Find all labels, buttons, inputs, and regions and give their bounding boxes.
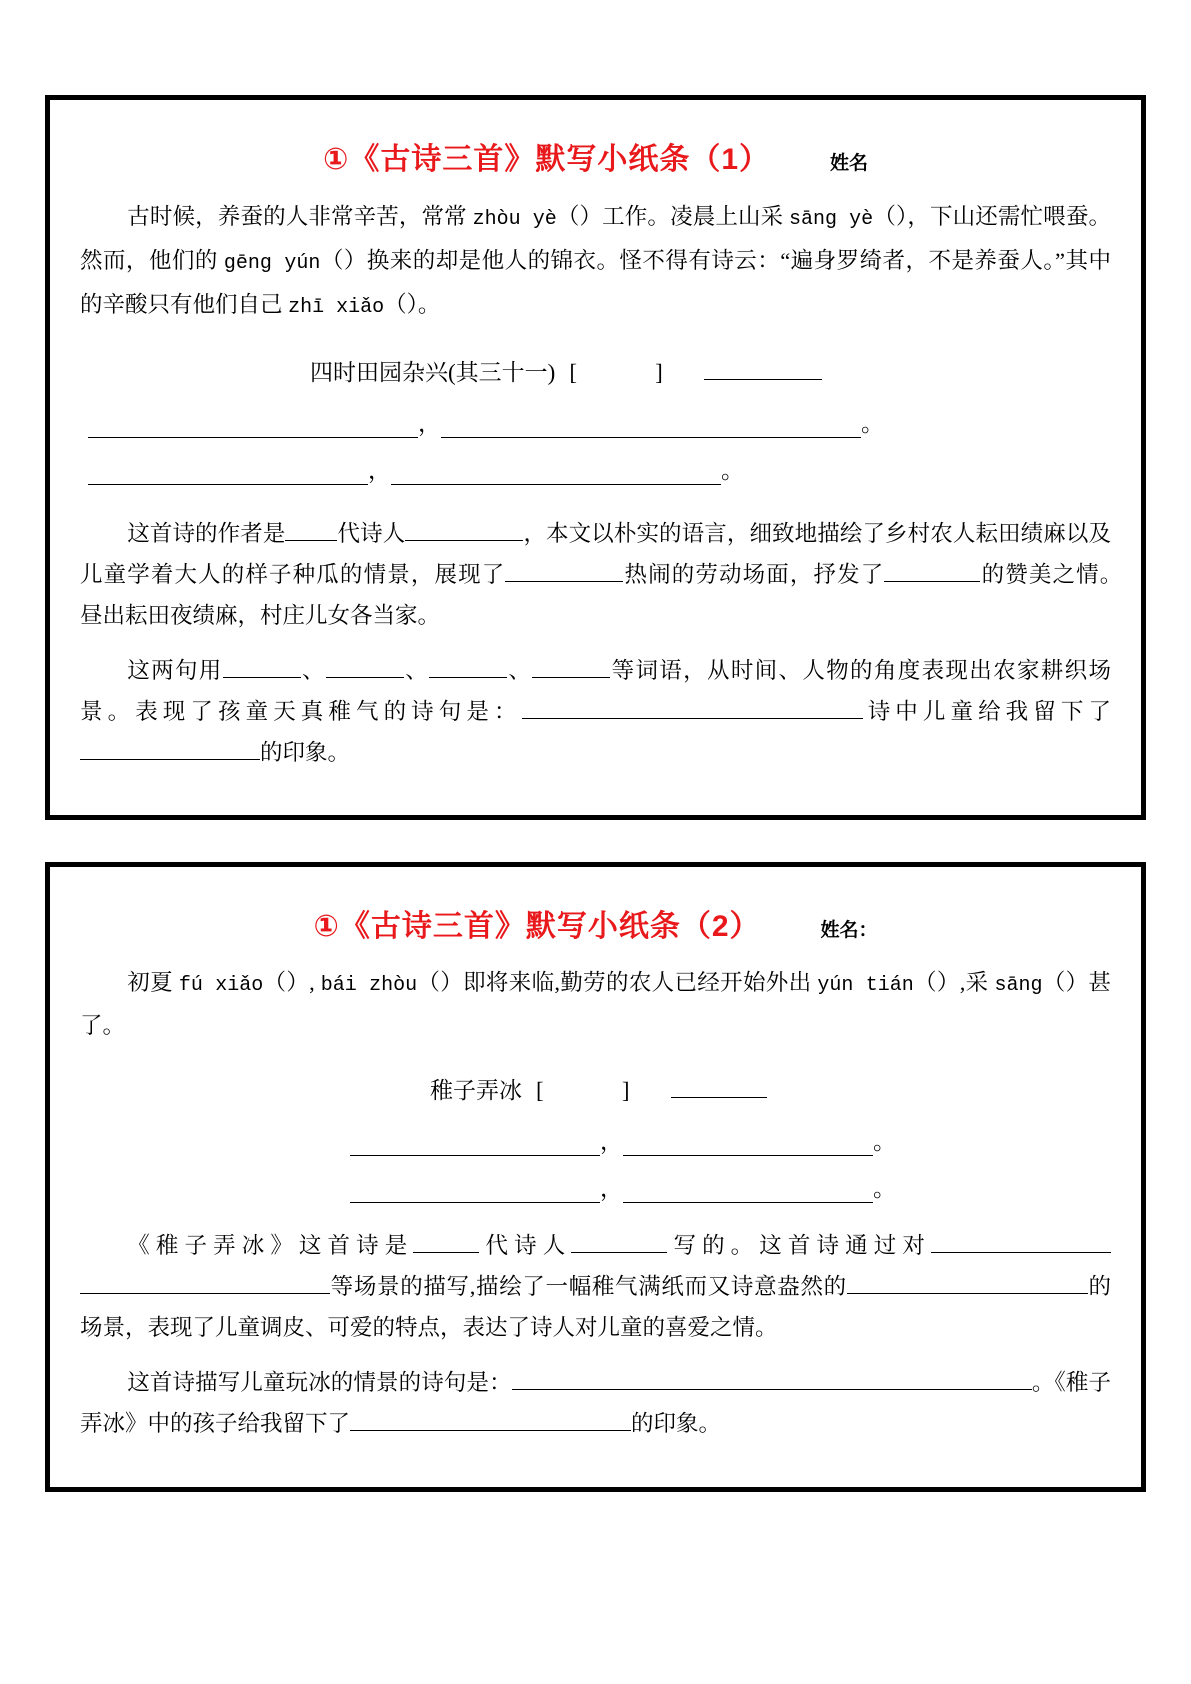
fill-blank[interactable] [429, 653, 507, 678]
poem-write-blank[interactable] [350, 1176, 600, 1203]
card-2-header [80, 901, 1111, 945]
intro-text-3: ），下山还需忙喂蚕。然而，他们的 [80, 204, 1111, 273]
fill-blank[interactable] [571, 1228, 667, 1253]
q2-text-b: 、 [300, 658, 326, 683]
pinyin-sang: sāng [994, 974, 1043, 997]
q1-text-c: ，本文以朴实的语言，细致地描绘了乡村农人耘田绩麻以及儿童学着大人的样子种瓜的情景，展现了 [80, 521, 1111, 587]
worksheet-card-1 [45, 95, 1146, 820]
q1-text-a: 这首诗的作者是 [127, 521, 286, 546]
poem-write-blank[interactable] [623, 1129, 873, 1156]
intro-text-4: ）,采 [936, 970, 995, 995]
q1-text-e: 的赞美之情。 昼出耘田夜绩麻，村庄儿女各当家。 [80, 562, 1134, 628]
fill-blank[interactable] [512, 1365, 817, 1390]
fill-blank[interactable] [522, 694, 827, 719]
pinyin-fu-xiao: fú xiǎo [178, 974, 264, 997]
q2-text-c: 、 [403, 658, 430, 683]
fill-blank[interactable] [326, 653, 404, 678]
card-1-name-label: 姓名 [830, 153, 869, 174]
q1-text-e: 的场景，表现了儿童调皮、可爱的特点，表达了诗人对儿童的喜爱之情。 [80, 1274, 1111, 1340]
fill-blank[interactable] [931, 1228, 1111, 1253]
card-2-name-label: 姓名： [820, 920, 878, 941]
q2-text-e: 等词语，从时间、人物的角度表现出农家耕织场景。表现了孩童天真稚气的诗句是： [80, 658, 1111, 724]
fill-blank[interactable] [285, 516, 337, 541]
q2-text-f: 诗中儿童给我留下了 [862, 699, 1111, 724]
intro-text-5: ）。 [406, 292, 441, 317]
worksheet-card-2 [45, 862, 1146, 1492]
card-2-title: ①《古诗三首》默写小纸条（2） [313, 910, 761, 943]
poem-title: 四时田园杂兴(其三十一) [310, 360, 556, 385]
intro-text-1: 初夏 [127, 970, 179, 995]
card-1-title: ①《古诗三首》默写小纸条（1） [322, 143, 771, 176]
poem-author-blank[interactable] [671, 1073, 767, 1098]
fill-blank[interactable] [223, 653, 301, 678]
poem-bracket[interactable]: [ ] [569, 360, 691, 385]
fill-blank[interactable] [505, 557, 623, 582]
card-2-question-2 [80, 1362, 1111, 1444]
fill-blank[interactable] [827, 694, 863, 719]
card-1-question-1 [80, 513, 1134, 636]
card-1-intro-paragraph: 古时候，养蚕的人非常辛苦，常常 zhòu yè（）工作。凌晨上山采 sāng yè（），下山还需忙喂蚕。然而，他们的 gēng yún（）换来的却是他人的锦衣。怪不得有诗云：“遍身罗绮者，不是养蚕人。”其中的辛酸只有他们自己 zhī xiǎo（）。 [80, 204, 1111, 319]
card-2-intro-paragraph: 初夏 fú xiǎo（）, bái zhòu（）即将来临,勤劳的农人已经开始外出 yún tián（）,采 sāng（）甚了。 [80, 970, 1111, 1038]
card-2-poem-line-1: ， 。 [80, 1123, 1111, 1156]
pinyin-zhi-xiao: zhī xiǎo [288, 296, 385, 319]
pinyin-geng-yun: gēng yún [223, 252, 321, 275]
fill-blank[interactable] [847, 1269, 992, 1294]
poem-write-blank[interactable] [88, 458, 368, 485]
intro-text-3: ）即将来临,勤劳的农人已经开始外出 [440, 970, 818, 995]
fill-blank[interactable] [405, 516, 523, 541]
poem-title: 稚子弄冰 [430, 1078, 522, 1103]
intro-text-1: 古时候，养蚕的人非常辛苦，常常 [127, 204, 473, 229]
poem-author-blank[interactable] [704, 355, 822, 380]
fill-blank[interactable] [413, 1228, 479, 1253]
intro-text-4: ）换来的却是他人的锦衣。怪不得有诗云：“遍身罗绮者，不是养蚕人。”其中的辛酸只有他们自己 [80, 248, 1111, 317]
card-1-question-2 [80, 650, 1111, 773]
card-1-poem-line-1: ， 。 [80, 405, 1111, 438]
fill-blank[interactable] [884, 557, 980, 582]
q1-text-a: 《稚子弄冰》这首诗是 [127, 1233, 414, 1258]
fill-blank[interactable] [350, 1406, 565, 1431]
intro-text-5: ）甚了。 [80, 970, 1111, 1038]
pinyin-zhou-ye: zhòu yè [472, 208, 557, 231]
q2-text-c: 的印象。 [631, 1411, 722, 1436]
fill-blank[interactable] [992, 1269, 1088, 1294]
poem-write-blank[interactable] [391, 458, 721, 485]
fill-blank[interactable] [80, 1269, 330, 1294]
fill-blank[interactable] [817, 1365, 1032, 1390]
poem-write-blank[interactable] [623, 1176, 873, 1203]
pinyin-bai-zhou: bái zhòu [320, 974, 418, 997]
poem-write-blank[interactable] [441, 411, 861, 438]
card-1-poem-line-2: ， 。 [80, 452, 1111, 485]
card-1-poem-title-row [80, 354, 1111, 387]
q1-text-d: 等场景的描写,描绘了一幅稚气满纸而又诗意盎然的 [330, 1274, 847, 1299]
intro-text-2: ）, [286, 970, 321, 995]
q1-text-b: 代诗人 [479, 1233, 572, 1258]
q2-text-g: 的印象。 [260, 740, 351, 765]
pinyin-yun-tian: yún tián [817, 974, 914, 997]
card-1-header [80, 134, 1111, 178]
poem-bracket[interactable]: [ ] [536, 1078, 658, 1103]
fill-blank[interactable] [532, 653, 610, 678]
q2-text-a: 这两句用 [127, 658, 223, 683]
fill-blank[interactable] [565, 1406, 631, 1431]
q2-text-a: 这首诗描写儿童玩冰的情景的诗句是： [127, 1370, 512, 1395]
q2-text-b: 。《稚子弄冰》中的孩子给我留下了 [80, 1370, 1111, 1436]
poem-write-blank[interactable] [88, 411, 418, 438]
q1-text-b: 代诗人 [337, 521, 406, 546]
poem-write-blank[interactable] [350, 1129, 600, 1156]
card-2-poem-title-row [80, 1072, 1111, 1105]
q1-text-c: 写的。这首诗通过对 [667, 1233, 931, 1258]
intro-text-2: ）工作。凌晨上山采 [579, 204, 790, 229]
card-2-question-1 [80, 1225, 1111, 1348]
pinyin-sang-ye: sāng yè [789, 208, 874, 231]
q2-text-d: 、 [507, 658, 533, 683]
fill-blank[interactable] [80, 735, 260, 760]
q1-text-d: 热闹的劳动场面，抒发了 [623, 562, 885, 587]
card-2-poem-line-2: ， 。 [80, 1170, 1111, 1203]
